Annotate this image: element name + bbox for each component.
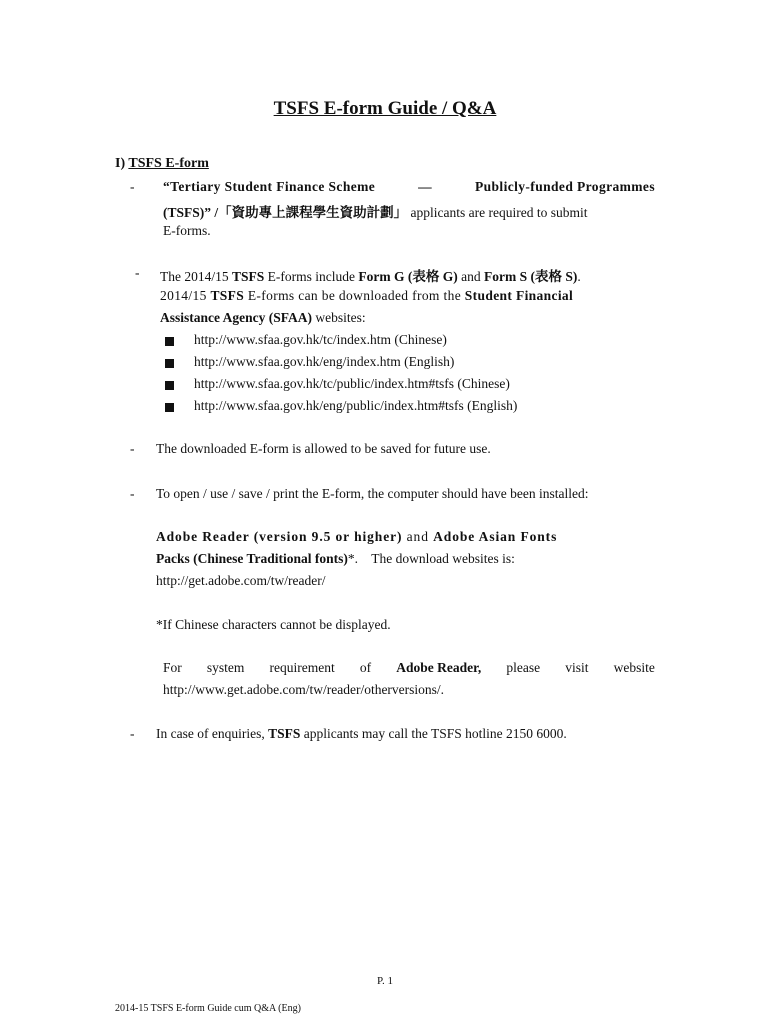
form-s-label: Form S (表格 S) bbox=[484, 269, 578, 284]
tsfs-bold: TSFS bbox=[232, 269, 265, 284]
word: visit bbox=[565, 660, 589, 675]
text-span: *. The download websites is: bbox=[347, 551, 515, 566]
publicly-funded-text: Publicly-funded Programmes bbox=[474, 179, 655, 194]
square-bullet-icon bbox=[165, 337, 174, 346]
bullet1-line1 bbox=[163, 179, 655, 195]
text-span: E-forms include bbox=[264, 269, 359, 284]
bullet-dash: - bbox=[130, 726, 135, 741]
bullet3-text: The downloaded E-form is allowed to be saved for future use. bbox=[156, 441, 491, 456]
bullet4-text: To open / use / save / print the E-form, the computer should have been installed: bbox=[156, 486, 589, 501]
bullet1-line2 bbox=[163, 201, 587, 221]
square-bullet-icon bbox=[165, 381, 174, 390]
adobe-fonts-name: Adobe Asian Fonts bbox=[433, 529, 558, 544]
text-span: In case of enquiries, bbox=[156, 726, 269, 741]
bullet2-line3 bbox=[160, 310, 366, 326]
sfaa-url-link[interactable]: http://www.sfaa.gov.hk/eng/public/index.htm#tsfs (English) bbox=[194, 398, 518, 413]
text-span: and bbox=[457, 269, 484, 284]
sfaa-url-link[interactable]: http://www.sfaa.gov.hk/tc/index.htm (Chinese) bbox=[194, 332, 447, 347]
sfaa-url-link[interactable]: http://www.sfaa.gov.hk/eng/index.htm (English) bbox=[194, 354, 455, 369]
system-requirement-line bbox=[163, 660, 655, 676]
bullet-dash: - bbox=[130, 441, 135, 456]
otherversions-link[interactable]: http://www.get.adobe.com/tw/reader/otherversions/. bbox=[163, 682, 445, 697]
footnote-text: *If Chinese characters cannot be displayed. bbox=[156, 617, 391, 632]
adobe-requirements-line1 bbox=[156, 529, 557, 545]
bullet1-line2-text: applicants are required to submit bbox=[407, 205, 588, 220]
text-span: 2014/15 bbox=[160, 288, 211, 303]
word: of bbox=[359, 660, 372, 675]
square-bullet-icon bbox=[165, 403, 174, 412]
adobe-reader-bold: Adobe Reader, bbox=[396, 660, 482, 675]
text-span: applicants may call the TSFS hotline 2150 6000. bbox=[300, 726, 567, 741]
word: please bbox=[506, 660, 541, 675]
text-span: E-forms can be downloaded from the bbox=[244, 288, 465, 303]
text-span: The 2014/15 bbox=[160, 269, 232, 284]
bullet-dash: - bbox=[130, 486, 135, 501]
square-bullet-icon bbox=[165, 359, 174, 368]
sfaa-url-link[interactable]: http://www.sfaa.gov.hk/tc/public/index.htm#tsfs (Chinese) bbox=[194, 376, 510, 391]
page-number: P. 1 bbox=[377, 975, 393, 987]
sfaa-name: Assistance Agency (SFAA) bbox=[160, 310, 312, 325]
em-dash: — bbox=[418, 179, 433, 194]
word: system bbox=[206, 660, 245, 675]
tsfs-bold: TSFS bbox=[210, 288, 245, 303]
fonts-pack-name: Packs (Chinese Traditional fonts) bbox=[156, 551, 348, 566]
word: requirement bbox=[269, 660, 335, 675]
text-span: and bbox=[402, 529, 434, 544]
tsfs-scheme-name: “Tertiary Student Finance Scheme bbox=[163, 179, 376, 194]
bullet5-text bbox=[156, 726, 567, 742]
bullet-dash: - bbox=[130, 179, 135, 194]
bullet1-line3: E-forms. bbox=[163, 223, 211, 238]
word: For bbox=[163, 660, 182, 675]
bullet2-line2 bbox=[160, 288, 573, 304]
tsfs-bold: TSFS bbox=[268, 726, 301, 741]
form-g-label: Form G (表格 G) bbox=[358, 269, 458, 284]
bullet-dash: - bbox=[135, 265, 140, 280]
bullet2-line1 bbox=[160, 265, 581, 285]
text-span: . bbox=[577, 269, 581, 284]
section-title: TSFS E-form bbox=[128, 156, 209, 171]
page-footer: 2014-15 TSFS E-form Guide cum Q&A (Eng) bbox=[115, 1003, 301, 1014]
text-span: websites: bbox=[312, 310, 366, 325]
page-title: TSFS E-form Guide / Q&A bbox=[273, 98, 497, 119]
adobe-requirements-line2 bbox=[156, 551, 515, 567]
sfaa-name: Student Financial bbox=[464, 288, 574, 303]
tsfs-chinese-name: (TSFS)” /「資助專上課程學生資助計劃」 bbox=[163, 205, 408, 220]
adobe-reader-name: Adobe Reader (version 9.5 or higher) bbox=[156, 529, 403, 544]
word: website bbox=[613, 660, 655, 675]
adobe-download-link[interactable]: http://get.adobe.com/tw/reader/ bbox=[156, 573, 326, 588]
section-heading bbox=[115, 156, 209, 172]
section-number: I) bbox=[115, 156, 126, 171]
